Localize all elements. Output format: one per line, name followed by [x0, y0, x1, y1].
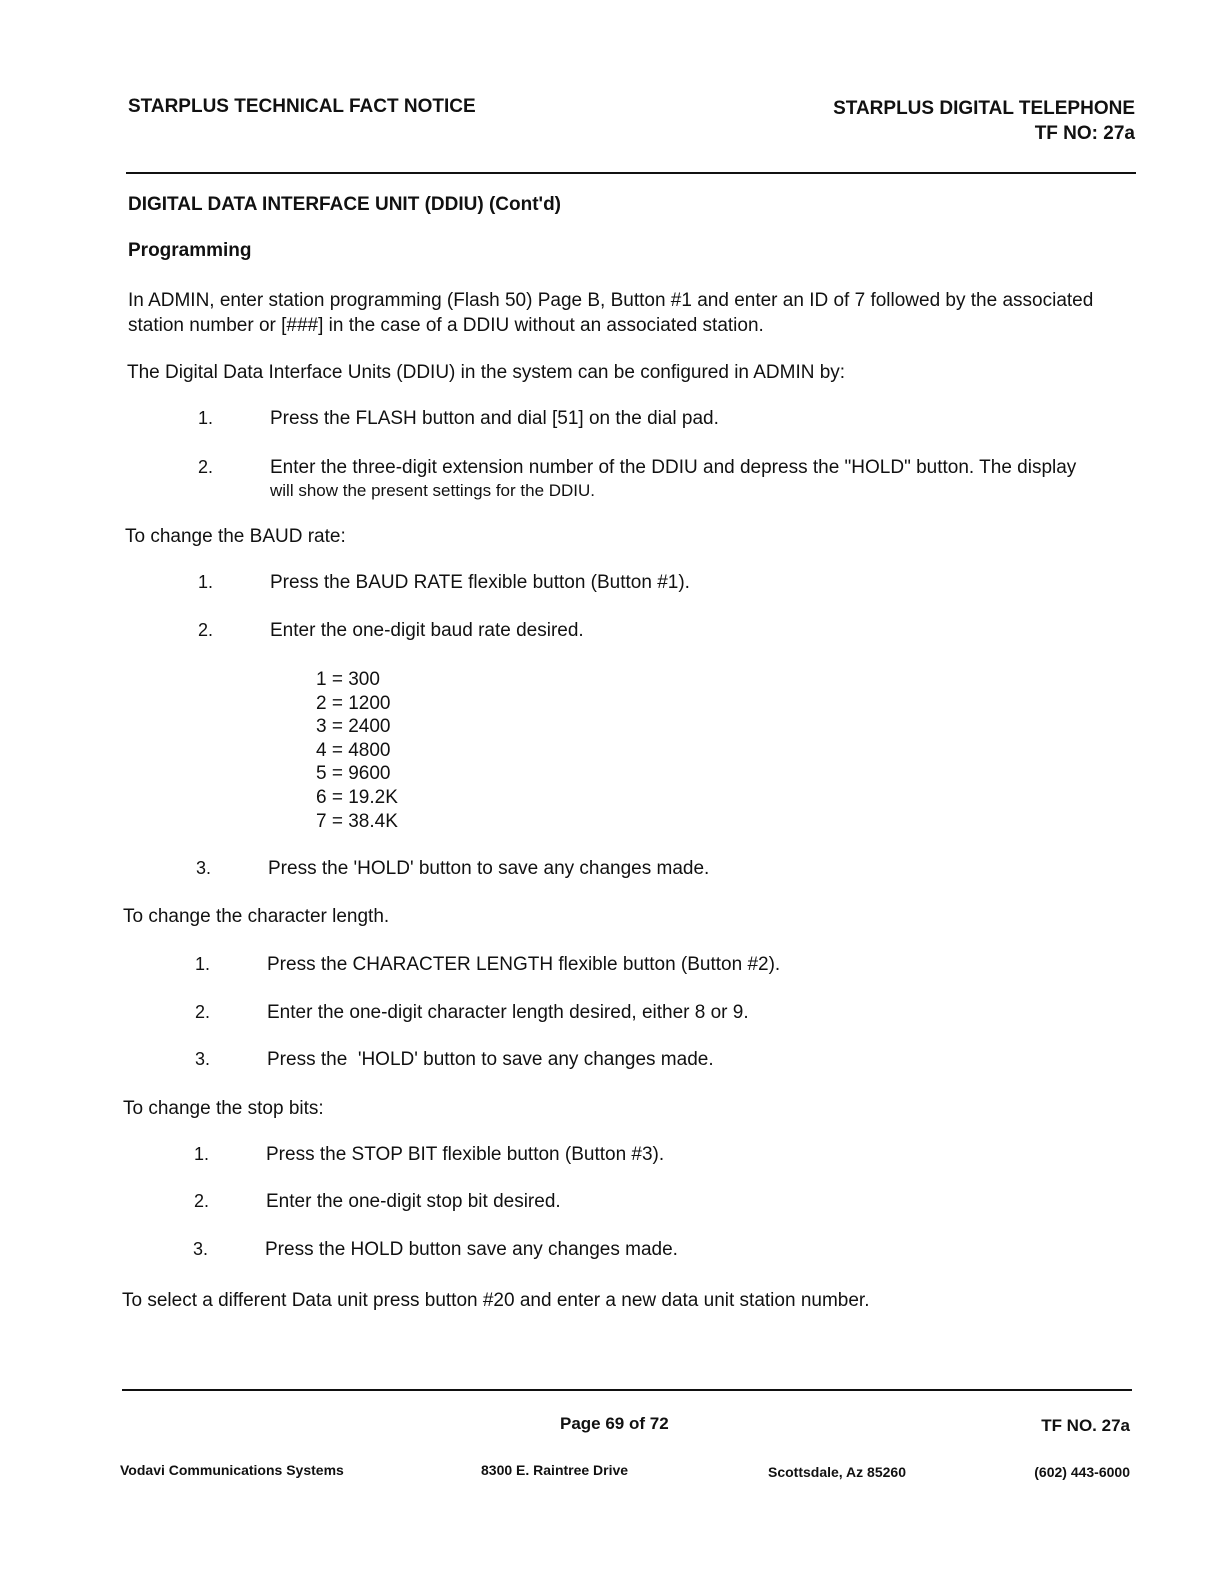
footer-tf-number: TF NO. 27a: [1041, 1416, 1130, 1435]
footer-address: 8300 E. Raintree Drive: [481, 1462, 629, 1478]
footer-phone: (602) 443-6000: [1034, 1464, 1130, 1480]
stop-step-3-number: 3.: [193, 1239, 209, 1259]
section-title: DIGITAL DATA INTERFACE UNIT (DDIU) (Cont'd): [128, 194, 562, 215]
footer-page-number: Page 69 of 72: [560, 1414, 669, 1433]
baud-step-3-number: 3.: [196, 858, 212, 878]
subsection-title: Programming: [128, 240, 252, 261]
config-step-1-text: Press the FLASH button and dial [51] on the dial pad.: [270, 408, 719, 429]
baud-option: 2 = 1200: [316, 692, 391, 714]
char-step-3-number: 3.: [195, 1049, 211, 1069]
baud-option: 5 = 9600: [316, 763, 391, 785]
config-step-2-text: Enter the three-digit extension number of the DDIU and depress the "HOLD" button. The display: [270, 457, 1077, 478]
stop-step-2-number: 2.: [194, 1191, 210, 1211]
header-right-title: STARPLUS DIGITAL TELEPHONE: [833, 98, 1135, 119]
char-step-2-number: 2.: [195, 1002, 211, 1022]
config-step-1-number: 1.: [198, 408, 214, 428]
header-tf-number: TF NO: 27a: [1034, 123, 1135, 144]
intro-paragraph-line2: station number or [###] in the case of a DDIU without an associated station.: [128, 315, 764, 336]
baud-option: 1 = 300: [316, 669, 380, 690]
baud-option: 3 = 2400: [316, 716, 391, 738]
footer-divider: [122, 1389, 1132, 1391]
char-step-1-text: Press the CHARACTER LENGTH flexible button (Button #2).: [267, 954, 781, 975]
baud-step-2-number: 2.: [198, 620, 214, 640]
char-heading: To change the character length.: [123, 906, 390, 927]
char-step-1-number: 1.: [195, 954, 211, 974]
baud-option: 4 = 4800: [316, 739, 391, 761]
baud-option: 7 = 38.4K: [316, 810, 398, 832]
select-paragraph: To select a different Data unit press button #20 and enter a new data unit station number.: [122, 1290, 870, 1311]
header-divider: [126, 172, 1136, 174]
baud-option: 6 = 19.2K: [316, 786, 398, 808]
baud-step-1-text: Press the BAUD RATE flexible button (Button #1).: [270, 572, 690, 593]
baud-step-1-number: 1.: [198, 572, 214, 592]
stop-step-3-text: Press the HOLD button save any changes made.: [265, 1239, 678, 1260]
char-step-2-text: Enter the one-digit character length desired, either 8 or 9.: [267, 1002, 749, 1023]
stop-step-1-number: 1.: [194, 1144, 210, 1164]
baud-step-3-text: Press the 'HOLD' button to save any changes made.: [268, 858, 710, 879]
footer-company: Vodavi Communications Systems: [120, 1462, 344, 1478]
baud-heading: To change the BAUD rate:: [125, 526, 346, 547]
baud-options-list: [316, 668, 398, 833]
baud-step-2-text: Enter the one-digit baud rate desired.: [270, 620, 584, 641]
stop-heading: To change the stop bits:: [123, 1098, 324, 1119]
header-left-title: STARPLUS TECHNICAL FACT NOTICE: [128, 96, 476, 117]
config-paragraph: The Digital Data Interface Units (DDIU) in the system can be configured in ADMIN by:: [127, 362, 846, 383]
footer-city: Scottsdale, Az 85260: [768, 1464, 906, 1480]
stop-step-2-text: Enter the one-digit stop bit desired.: [266, 1191, 561, 1212]
stop-step-1-text: Press the STOP BIT flexible button (Button #3).: [266, 1144, 665, 1165]
config-step-2-number: 2.: [198, 457, 214, 477]
char-step-3-text: Press the 'HOLD' button to save any changes made.: [267, 1049, 714, 1070]
config-step-2-text-continued: will show the present settings for the DDIU.: [270, 481, 596, 500]
intro-paragraph-line1: In ADMIN, enter station programming (Flash 50) Page B, Button #1 and enter an ID of 7 followed by the associated: [128, 290, 1094, 311]
